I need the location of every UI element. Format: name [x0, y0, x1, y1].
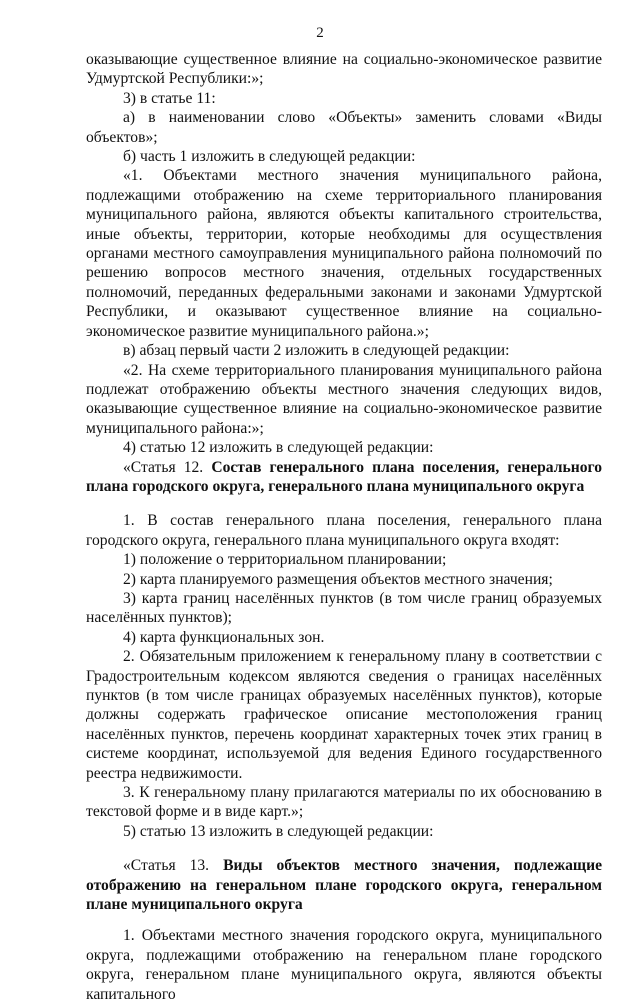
paragraph: б) часть 1 изложить в следующей редакции:: [123, 148, 416, 166]
paragraph: 3) в статье 11:: [123, 89, 216, 107]
article-12-prefix: «Статья 12.: [123, 458, 212, 476]
article-12-heading: [86, 458, 602, 497]
paragraph: 4) статью 12 изложить в следующей редакции:: [123, 439, 434, 457]
paragraph: 1. В состав генерального плана поселения, генерального плана городского округа, генерального плана муниципального округа входят:: [86, 512, 602, 549]
article-12-title: Состав генерального плана поселения, генерального плана городского округа, генерального плана муниципального округа: [86, 458, 602, 495]
document-body: [86, 50, 602, 1004]
paragraph: а) в наименовании слово «Объекты» заменить словами «Виды объектов»;: [86, 109, 602, 146]
article-13-prefix: «Статья 13.: [123, 857, 224, 875]
page-number: 2: [316, 25, 324, 41]
paragraph: в) абзац первый части 2 изложить в следующей редакции:: [123, 342, 510, 360]
paragraph: 2) карта планируемого размещения объектов местного значения;: [123, 570, 553, 588]
paragraph: 1. Объектами местного значения городского округа, муниципального округа, подлежащими отображению на генеральном плане городского округа, генеральном плане муниципального округа, являются объекты капитального: [86, 927, 602, 1003]
paragraph: «2. На схеме территориального планирования муниципального района подлежат отображению объекты местного значения следующих видов, оказывающие существенное влияние на социально-экономическое развитие муниципального района:»;: [86, 361, 602, 437]
paragraph: оказывающие существенное влияние на социально-экономическое развитие Удмуртской Республики:»;: [86, 51, 602, 88]
paragraph: 4) карта функциональных зон.: [123, 628, 325, 646]
article-13-title: Виды объектов местного значения, подлежащие отображению на генеральном плане городского округа, генеральном плане муниципального округа: [86, 857, 602, 914]
paragraph: 3. К генеральному плану прилагаются материалы по их обоснованию в текстовой форме и в виде карт.»;: [86, 784, 602, 821]
paragraph: 1) положение о территориальном планировании;: [123, 551, 447, 569]
paragraph: 5) статью 13 изложить в следующей редакции:: [123, 822, 434, 840]
paragraph: 2. Обязательным приложением к генеральному плану в соответствии с Градостроительным кодексом являются сведения о границах населённых пунктов (в том числе границах образуемых населённых пунктов), которые должны содержать графическое описание местоположения границ населённых пунктов, перечень координат характерных точек этих границ в системе координат, используемой для ведения Единого государственного реестра недвижимости.: [86, 648, 602, 782]
article-13-heading: [86, 856, 602, 914]
paragraph: 3) карта границ населённых пунктов (в том числе границ образуемых населённых пунктов);: [86, 589, 602, 627]
paragraph: «1. Объектами местного значения муниципального района, подлежащими отображению на схеме территориального планирования муниципального района, являются объекты капитального строительства, иные объекты, территории, которые необходимы для осуществления органами местного самоуправления муниципального района полномочий по решению вопросов местного значения, отдельных государственных полномочий, переданных федеральными законами и законами Удмуртской Республики, и оказывают существенное влияние на социально-экономическое развитие муниципального района.»;: [86, 167, 602, 340]
